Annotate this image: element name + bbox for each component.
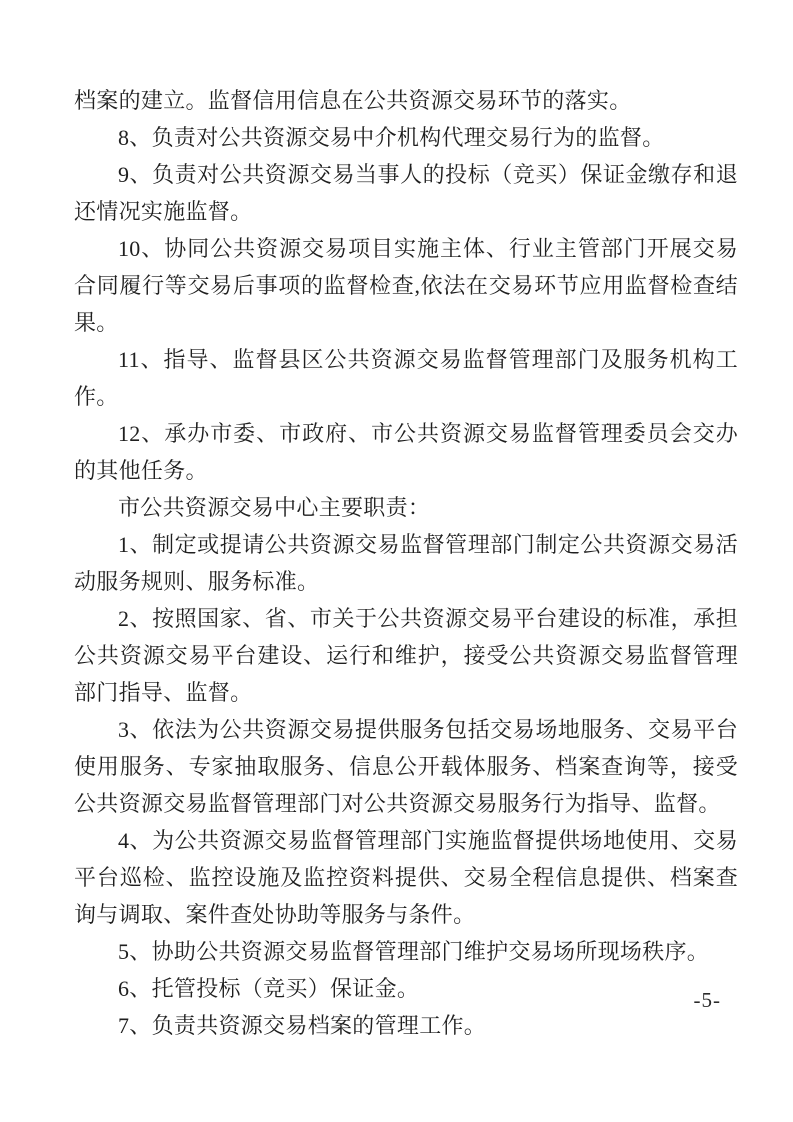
paragraph: 1、制定或提请公共资源交易监督管理部门制定公共资源交易活动服务规则、服务标准。 [74, 532, 738, 594]
paragraph: 11、指导、监督县区公共资源交易监督管理部门及服务机构工作。 [74, 347, 738, 409]
paragraph: 10、协同公共资源交易项目实施主体、行业主管部门开展交易合同履行等交易后事项的监督检查,依法在交易环节应用监督检查结果。 [74, 236, 738, 335]
paragraph: 4、为公共资源交易监督管理部门实施监督提供场地使用、交易平台巡检、监控设施及监控资料提供、交易全程信息提供、档案查询与调取、案件查处协助等服务与条件。 [74, 828, 738, 927]
paragraph: 3、依法为公共资源交易提供服务包括交易场地服务、交易平台使用服务、专家抽取服务、信息公开载体服务、档案查询等，接受公共资源交易监督管理部门对公共资源交易服务行为指导、监督。 [74, 717, 738, 816]
page-number: -5- [693, 988, 721, 1012]
paragraph: 5、协助公共资源交易监督管理部门维护交易场所现场秩序。 [118, 939, 710, 964]
paragraph: 12、承办市委、市政府、市公共资源交易监督管理委员会交办的其他任务。 [74, 421, 738, 483]
paragraph: 档案的建立。监督信用信息在公共资源交易环节的落实。 [74, 88, 632, 113]
paragraph: 7、负责共资源交易档案的管理工作。 [118, 1013, 487, 1038]
section-heading: 市公共资源交易中心主要职责： [118, 495, 431, 520]
paragraph: 9、负责对公共资源交易当事人的投标（竞买）保证金缴存和退还情况实施监督。 [74, 162, 738, 224]
paragraph: 2、按照国家、省、市关于公共资源交易平台建设的标准，承担公共资源交易平台建设、运行和维护，接受公共资源交易监督管理部门指导、监督。 [74, 606, 738, 705]
document-body [74, 82, 738, 1044]
paragraph: 6、托管投标（竞买）保证金。 [118, 976, 420, 1001]
paragraph: 8、负责对公共资源交易中介机构代理交易行为的监督。 [118, 125, 665, 150]
